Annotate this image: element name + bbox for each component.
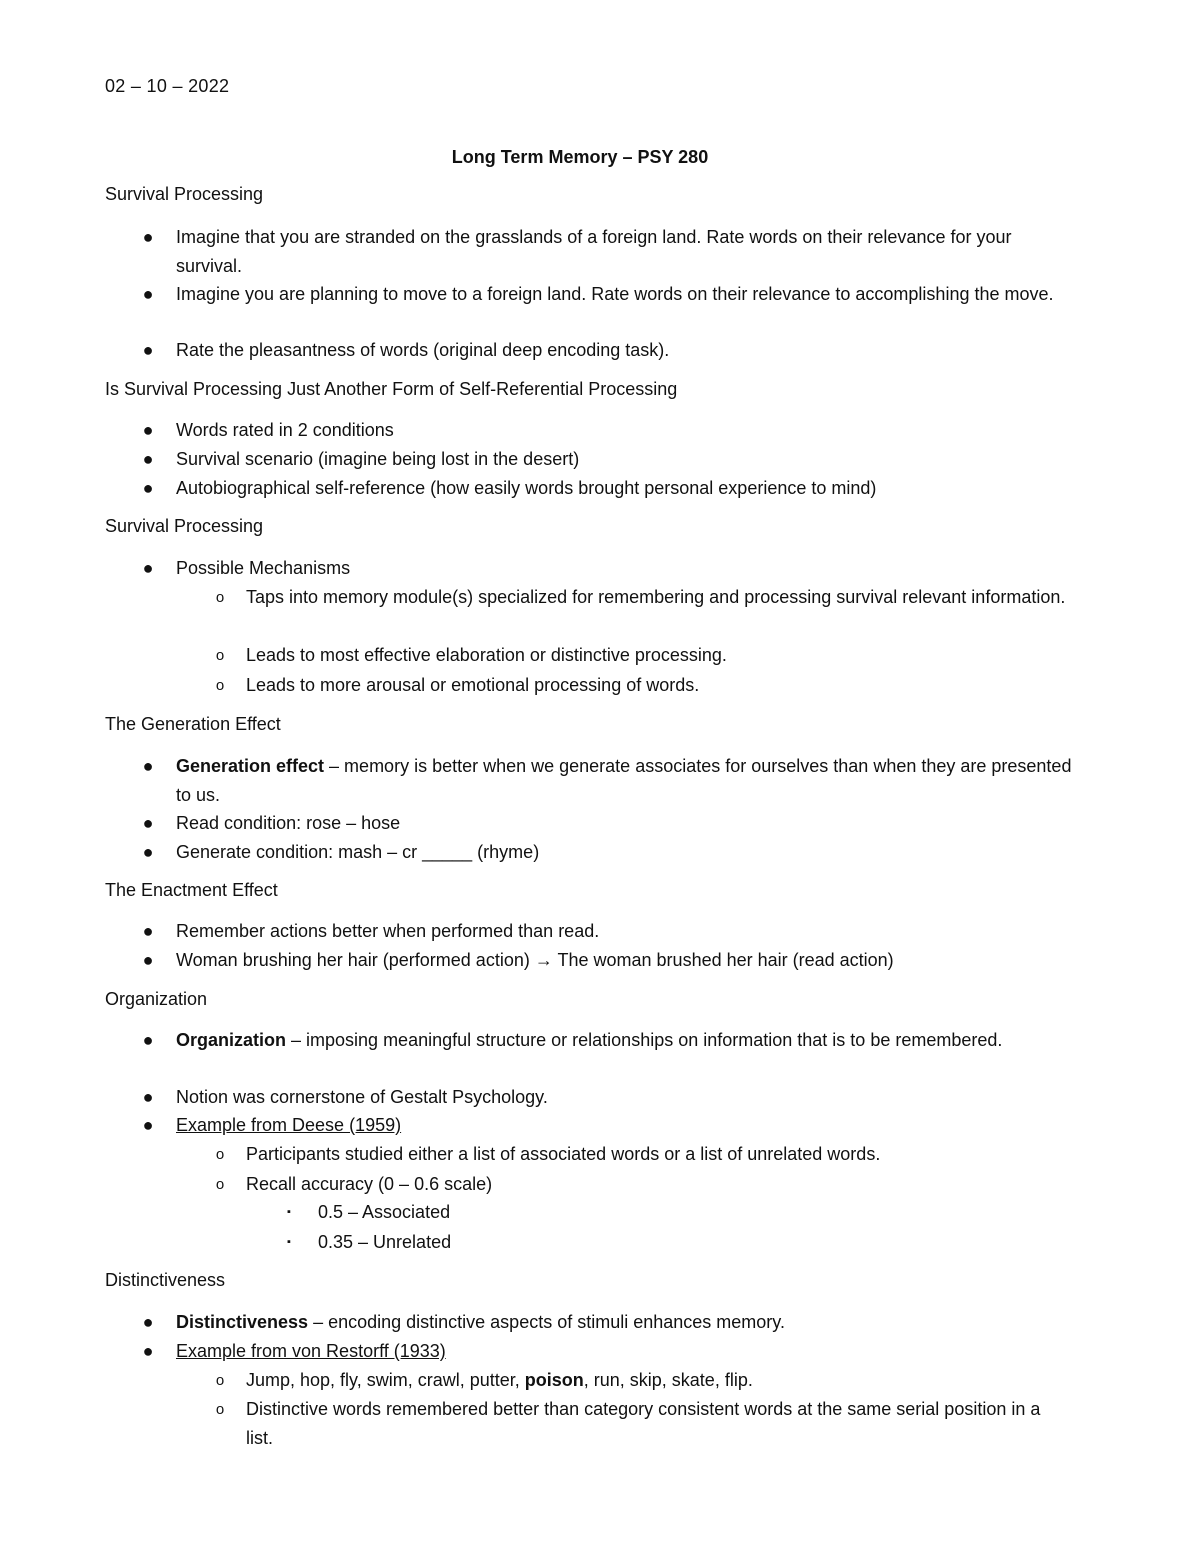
list-item <box>176 1111 1076 1140</box>
list-item: Read condition: rose – hose <box>176 813 401 833</box>
document-title: Long Term Memory – PSY 280 <box>451 147 709 167</box>
bullet-icon: ● <box>142 1341 154 1361</box>
sub-list-item: Leads to most effective elaboration or distinctive processing. <box>246 645 727 665</box>
list-item: Autobiographical self-reference (how easily words brought personal experience to mind) <box>176 478 877 498</box>
circle-bullet-icon: o <box>215 647 225 664</box>
bullet-icon: ● <box>142 950 154 970</box>
bullet-icon: ● <box>142 420 154 440</box>
definition-text: – memory is better when we generate associates for ourselves than when they are presented to us. <box>176 756 1072 805</box>
circle-bullet-icon: o <box>215 1401 225 1418</box>
term-generation-effect: Generation effect <box>176 756 325 776</box>
circle-bullet-icon: o <box>215 589 225 606</box>
section-heading: Survival Processing <box>105 516 264 536</box>
word-list-start: Jump, hop, fly, swim, crawl, putter, <box>246 1370 525 1390</box>
list-item: Imagine you are planning to move to a foreign land. Rate words on their relevance to accomplishing the move. <box>176 284 1054 304</box>
bullet-icon: ● <box>142 1115 154 1135</box>
bullet-icon: ● <box>142 284 154 304</box>
bullet-icon: ● <box>142 813 154 833</box>
list-item: Remember actions better when performed than read. <box>176 921 600 941</box>
list-item <box>176 752 1076 810</box>
section-heading: The Enactment Effect <box>105 880 278 900</box>
list-item: Possible Mechanisms <box>176 558 351 578</box>
square-bullet-icon: ▪ <box>287 1236 291 1248</box>
bullet-icon: ● <box>142 1030 154 1050</box>
circle-bullet-icon: o <box>215 1176 225 1193</box>
example-reference: Example from von Restorff (1933) <box>176 1341 446 1361</box>
list-item: Woman brushing her hair (performed action) → The woman brushed her hair (read action) <box>176 950 894 970</box>
term-distinctiveness: Distinctiveness <box>176 1312 309 1332</box>
distinctive-word: poison <box>524 1370 584 1390</box>
sub-list-item <box>246 1366 1066 1395</box>
list-item <box>176 1337 1076 1366</box>
circle-bullet-icon: o <box>215 1146 225 1163</box>
list-item: Notion was cornerstone of Gestalt Psychology. <box>176 1087 548 1107</box>
sub-list-item: Leads to more arousal or emotional processing of words. <box>246 675 700 695</box>
sub-list-item: Taps into memory module(s) specialized for remembering and processing survival relevant information. <box>246 587 1066 607</box>
bullet-icon: ● <box>142 756 154 776</box>
example-reference: Example from Deese (1959) <box>176 1115 402 1135</box>
definition-text: – imposing meaningful structure or relationships on information that is to be remembered. <box>286 1030 1003 1050</box>
bullet-icon: ● <box>142 478 154 498</box>
list-item: Words rated in 2 conditions <box>176 420 394 440</box>
term-organization: Organization <box>176 1030 287 1050</box>
list-item: Survival scenario (imagine being lost in the desert) <box>176 449 580 469</box>
sub-sub-list-item: 0.35 – Unrelated <box>318 1232 452 1252</box>
section-heading: Distinctiveness <box>105 1270 226 1290</box>
bullet-icon: ● <box>142 1087 154 1107</box>
list-item: Imagine that you are stranded on the grasslands of a foreign land. Rate words on their relevance for your survival. <box>176 227 1012 276</box>
word-list-end: , run, skip, skate, flip. <box>583 1370 753 1390</box>
definition-text: – encoding distinctive aspects of stimuli enhances memory. <box>308 1312 785 1332</box>
bullet-icon: ● <box>142 449 154 469</box>
section-heading: Is Survival Processing Just Another Form of Self-Referential Processing <box>105 379 678 399</box>
bullet-icon: ● <box>142 558 154 578</box>
date: 02 – 10 – 2022 <box>105 76 230 96</box>
sub-list-item: Recall accuracy (0 – 0.6 scale) <box>246 1174 493 1194</box>
bullet-icon: ● <box>142 1312 154 1332</box>
bullet-icon: ● <box>142 340 154 360</box>
square-bullet-icon: ▪ <box>287 1206 291 1218</box>
circle-bullet-icon: o <box>215 677 225 694</box>
list-item <box>176 1026 1076 1055</box>
section-heading: Survival Processing <box>105 184 264 204</box>
sub-sub-list-item: 0.5 – Associated <box>318 1202 451 1222</box>
bullet-icon: ● <box>142 227 154 247</box>
circle-bullet-icon: o <box>215 1372 225 1389</box>
sub-list-item: Distinctive words remembered better than category consistent words at the same serial position in a list. <box>246 1399 1041 1448</box>
bullet-icon: ● <box>142 842 154 862</box>
section-heading: The Generation Effect <box>105 714 281 734</box>
list-item: Rate the pleasantness of words (original deep encoding task). <box>176 340 670 360</box>
bullet-icon: ● <box>142 921 154 941</box>
list-item: Generate condition: mash – cr _____ (rhyme) <box>176 842 540 862</box>
sub-list-item: Participants studied either a list of associated words or a list of unrelated words. <box>246 1144 881 1164</box>
list-item <box>176 1308 1076 1337</box>
section-heading: Organization <box>105 989 208 1009</box>
